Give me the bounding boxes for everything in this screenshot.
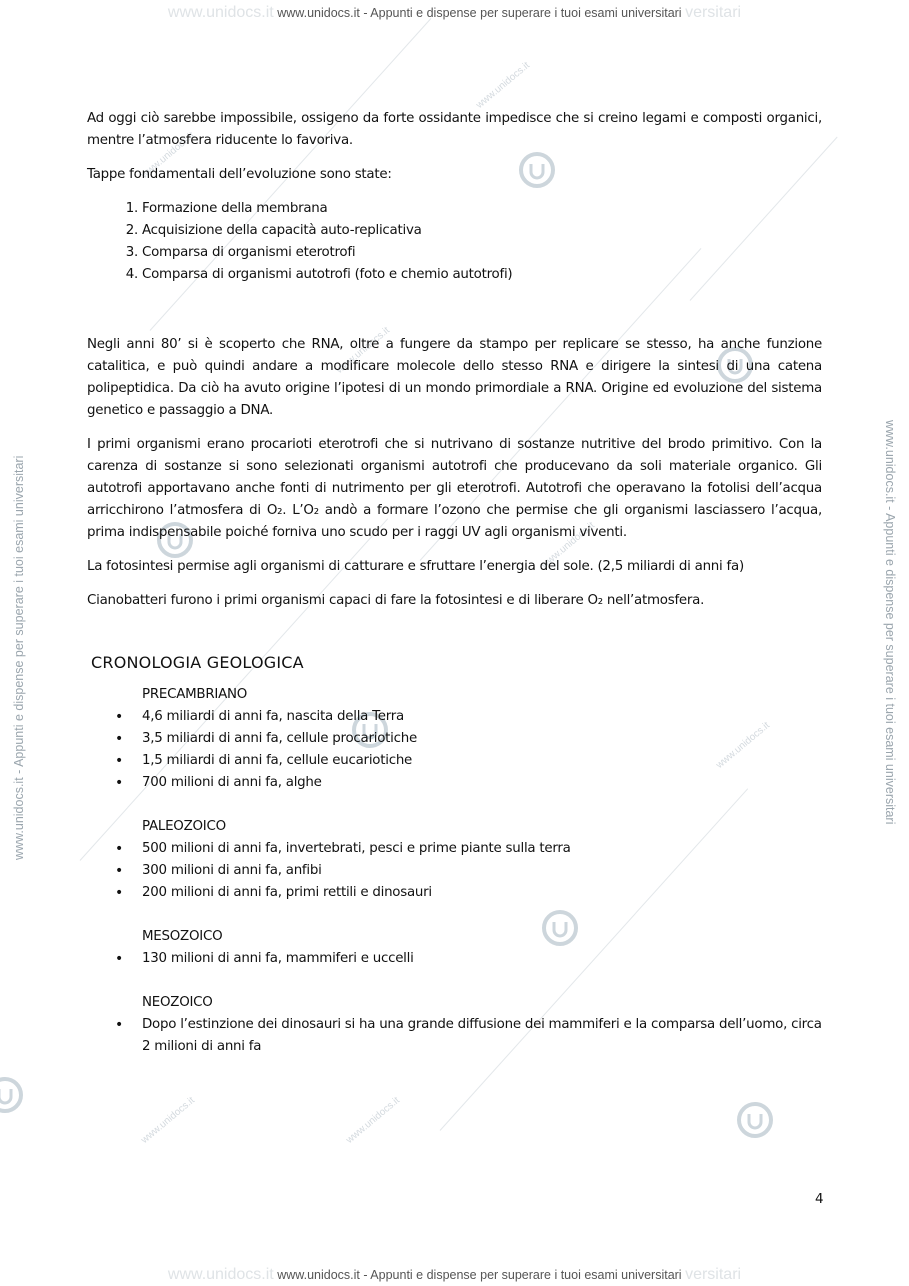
list-item: 1. Formazione della membrana [142,198,822,220]
spacer [87,298,822,334]
unidocs-logo-icon [0,1075,25,1115]
list-item: 3. Comparsa di organismi eterotrofi [142,242,822,264]
era-heading: PALEOZOICO [142,819,226,834]
paragraph-rna: Negli anni 80’ si è scoperto che RNA, oltre a fungere da stampo per replicare se stesso, ha anche funzione catalitica, e può quindi andare a modificare molecole dello stesso RNA e dirigere la sintesi di una catena polipeptidica. Da ciò ha avuto origine l’ipotesi di un mondo primordiale a RNA. Origine ed evoluzione del sistema genetico e passaggio a DNA. [87,337,822,418]
era-events-list [87,1014,822,1058]
watermark-diag-text: www.unidocs.it [139,130,197,181]
watermark-diag-text: www.unidocs.it [344,1095,402,1146]
list-item: • 3,5 miliardi di anni fa, cellule procariotiche [142,728,822,750]
list-item: • 1,5 miliardi di anni fa, cellule eucariotiche [142,750,822,772]
list-item: • 500 milioni di anni fa, invertebrati, pesci e prime piante sulla terra [142,838,822,860]
list-item: • 200 milioni di anni fa, primi rettili e dinosauri [142,882,822,904]
list-item: • 130 milioni di anni fa, mammiferi e uccelli [142,948,822,970]
watermark-footer-ghost-left: www.unidocs.it [167,1266,274,1283]
list-item: • 300 milioni di anni fa, anfibi [142,860,822,882]
paragraph-photosynthesis: La fotosintesi permise agli organismi di catturare e sfruttare l’energia del sole. (2,5 miliardi di anni fa) [87,559,744,574]
unidocs-logo-icon [735,1100,775,1140]
era-heading: NEOZOICO [142,995,213,1010]
watermark-header-text: www.unidocs.it - Appunti e dispense per superare i tuoi esami universitari [277,6,682,20]
evolution-steps-list [87,198,822,286]
watermark-diag-text: www.unidocs.it [139,1095,197,1146]
paragraph-cyanobacteria: Cianobatteri furono i primi organismi capaci di fare la fotosintesi e di liberare O₂ nell’atmosfera. [87,593,705,608]
document-body [87,108,822,1058]
watermark-footer [0,1266,909,1284]
paragraph-intro: Ad oggi ciò sarebbe impossibile, ossigeno da forte ossidante impedisce che si creino legami e composti organici, mentre l’atmosfera riducente lo favoriva. [87,111,822,148]
paragraph-steps-intro: Tappe fondamentali dell’evoluzione sono state: [87,167,392,182]
watermark-ghost-right: versitari [685,4,742,21]
era-heading: MESOZOICO [142,929,223,944]
section-title: CRONOLOGIA GEOLOGICA [91,653,304,672]
paragraph-first-organisms: I primi organismi erano procarioti eterotrofi che si nutrivano di sostanze nutritive del brodo primitivo. Con la carenza di sostanze si sono selezionati organismi autotrofi che producevano da soli materiale organico. Gli autotrofi apportavano anche fonti di nutrimento per gli eterotrofi. Autotrofi che operavano la fotolisi dell’acqua arricchirono l’atmosfera di O₂. L’O₂ andò a formare l’ozono che permise che gli organismi lasciassero l’acqua, prima indispensabile poiché forniva uno scudo per i raggi UV agli organismi viventi. [87,437,822,540]
list-item: 4. Comparsa di organismi autotrofi (foto e chemio autotrofi) [142,264,822,286]
list-item: • Dopo l’estinzione dei dinosauri si ha una grande diffusione dei mammiferi e la comparsa dell’uomo, circa 2 milioni di anni fa [142,1014,822,1058]
watermark-left-side: www.unidocs.it - Appunti e dispense per superare i tuoi esami universitari [12,455,26,860]
watermark-diag-text: www.unidocs.it [714,720,772,771]
era-events-list [87,706,822,794]
watermark-header [0,4,909,22]
watermark-right-side: www.unidocs.it - Appunti e dispense per superare i tuoi esami universitari [883,420,897,825]
watermark-footer-text: www.unidocs.it - Appunti e dispense per superare i tuoi esami universitari [277,1268,682,1282]
list-item: • 4,6 miliardi di anni fa, nascita della Terra [142,706,822,728]
list-item: 2. Acquisizione della capacità auto-replicativa [142,220,822,242]
page-number: 4 [815,1192,824,1207]
list-item: • 700 milioni di anni fa, alghe [142,772,822,794]
era-heading: PRECAMBRIANO [142,687,248,702]
era-events-list [87,838,822,904]
watermark-diag-text: www.unidocs.it [539,520,597,571]
watermark-ghost-left: www.unidocs.it [167,4,274,21]
watermark-footer-ghost-right: versitari [685,1266,742,1283]
watermark-diag-text: www.unidocs.it [334,325,392,376]
era-events-list [87,948,822,970]
watermark-diag-text: www.unidocs.it [474,60,532,111]
